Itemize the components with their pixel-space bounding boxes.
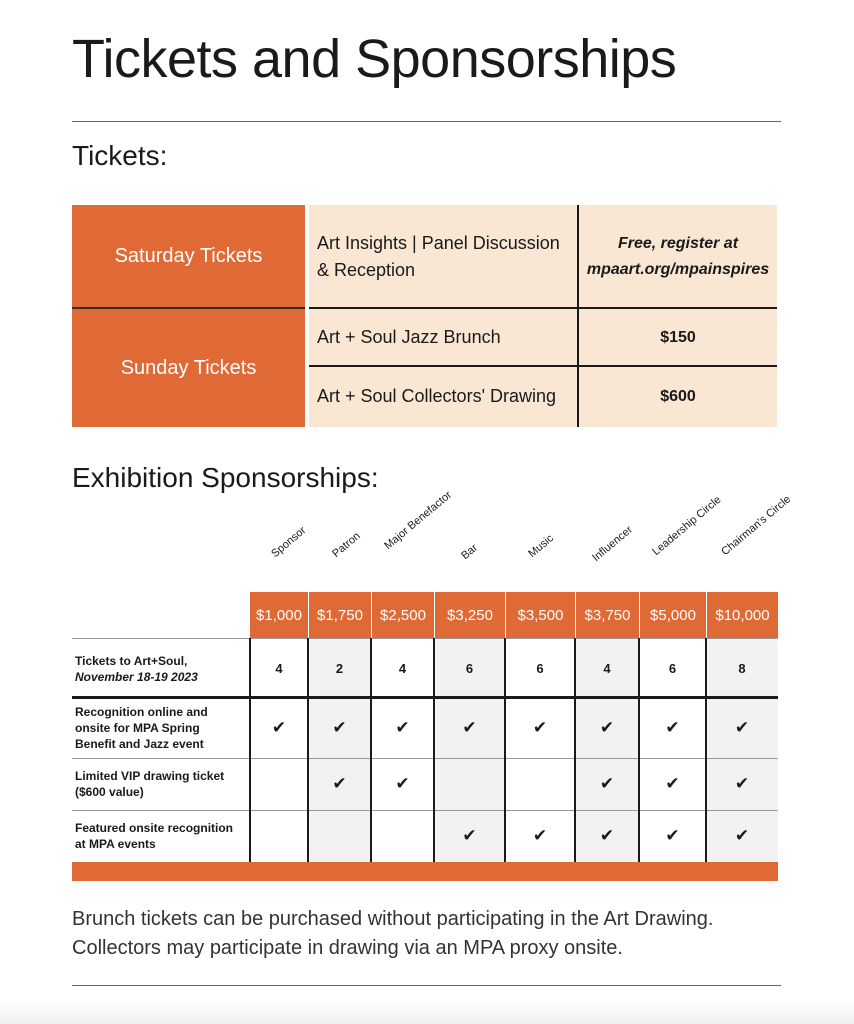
sponsorship-cell: ✔ — [505, 810, 575, 862]
saturday-price — [579, 205, 777, 308]
title-divider — [72, 121, 781, 122]
grid-column-line — [249, 638, 251, 862]
sponsorship-cell: 6 — [505, 638, 575, 698]
saturday-event — [309, 205, 577, 308]
level-head-leadership-circle: Leadership Circle — [650, 493, 724, 559]
level-head-music: Music — [526, 532, 556, 561]
saturday-tickets-text: Saturday Tickets — [114, 245, 263, 267]
sponsorship-cell: ✔ — [575, 810, 639, 862]
row-label-tickets-line2: November 18-19 2023 — [75, 670, 198, 685]
level-price-patron: $1,750 — [308, 592, 371, 638]
tickets-column-divider — [577, 205, 579, 427]
level-price-leadership-circle: $5,000 — [639, 592, 706, 638]
ticket-note — [72, 905, 792, 963]
sponsorship-cell — [434, 758, 505, 810]
drawing-price — [579, 367, 777, 427]
drawing-event-text: Art + Soul Collectors' Drawing — [317, 386, 557, 407]
table-footer-bar — [72, 862, 778, 881]
sunday-tickets-text: Sunday Tickets — [120, 356, 257, 379]
orange-divider — [72, 307, 305, 309]
grid-column-line — [370, 638, 372, 862]
sponsorship-cell — [250, 758, 308, 810]
sponsorship-cell: 6 — [639, 638, 706, 698]
level-price-sponsor: $1,000 — [250, 592, 308, 638]
drawing-price-text: $600 — [660, 388, 696, 405]
level-head-sponsor: Sponsor — [269, 524, 309, 561]
tickets-row-divider-3 — [309, 365, 577, 367]
sponsorship-cell: ✔ — [706, 698, 778, 758]
row-label-tickets — [75, 653, 198, 685]
brunch-price-text: $150 — [660, 328, 696, 346]
level-head-patron: Patron — [330, 529, 363, 561]
sponsorships-heading: Exhibition Sponsorships: — [72, 462, 379, 493]
tickets-heading: Tickets: — [72, 140, 168, 171]
level-price-music: $3,500 — [505, 592, 575, 638]
grid-column-line — [574, 638, 576, 862]
sponsorship-cell: ✔ — [505, 698, 575, 758]
grid-row-line — [72, 638, 778, 639]
row-label-featured — [75, 820, 233, 852]
grid-column-line — [433, 638, 435, 862]
note-line1: Brunch tickets can be purchased without participating in the Art Drawing. — [72, 908, 714, 930]
grid-column-line — [638, 638, 640, 862]
row-label-recognition-line1: Recognition online and — [75, 705, 208, 719]
sponsorship-cell: ✔ — [434, 810, 505, 862]
level-price-chairmans-circle: $10,000 — [706, 592, 778, 638]
level-price-influencer: $3,750 — [575, 592, 639, 638]
sponsorship-cell: ✔ — [575, 698, 639, 758]
sponsorship-cell — [505, 758, 575, 810]
row-label-recognition-line2: onsite for MPA Spring — [75, 721, 200, 736]
sponsorship-cell: 2 — [308, 638, 371, 698]
sponsorship-cell: ✔ — [308, 758, 371, 810]
level-head-influencer: Influencer — [590, 523, 635, 565]
saturday-event-text: Art Insights | Panel Discussion & Reception — [317, 233, 560, 280]
sponsorship-cell — [308, 810, 371, 862]
level-head-bar: Bar — [459, 541, 481, 563]
sponsorship-cell: 6 — [434, 638, 505, 698]
saturday-tickets-label — [72, 205, 305, 308]
note-line2: Collectors may participate in drawing via an MPA proxy onsite. — [72, 937, 623, 959]
row-label-tickets-line1: Tickets to Art+Soul, — [75, 654, 188, 668]
brunch-event — [309, 309, 577, 366]
sponsorship-cell: 4 — [575, 638, 639, 698]
level-head-major-benefactor: Major Benefactor — [382, 488, 455, 553]
level-price-bar: $3,250 — [434, 592, 505, 638]
sponsorship-cell: ✔ — [575, 758, 639, 810]
grid-column-line — [504, 638, 506, 862]
sponsorship-cell: ✔ — [434, 698, 505, 758]
drawing-event — [309, 367, 577, 427]
sponsorship-cell: ✔ — [706, 810, 778, 862]
tickets-row-divider-2 — [577, 365, 777, 367]
row-label-featured-line1: Featured onsite recognition — [75, 821, 234, 835]
row-label-recognition-line3: Benefit and Jazz event — [75, 737, 204, 752]
saturday-price-line1: Free, register at — [617, 234, 739, 252]
sponsorship-cell: 8 — [706, 638, 778, 698]
sponsorship-cell: ✔ — [371, 698, 434, 758]
row-label-featured-line2: at MPA events — [75, 837, 156, 852]
sponsorship-cell: ✔ — [706, 758, 778, 810]
grid-column-line — [307, 638, 309, 862]
grid-column-line — [705, 638, 707, 862]
sponsorship-cell: ✔ — [639, 698, 706, 758]
page-title: Tickets and Sponsorships — [72, 29, 677, 89]
row-label-recognition — [75, 704, 208, 753]
sponsorship-cell: ✔ — [250, 698, 308, 758]
grid-row-line — [72, 758, 778, 759]
grid-row-line — [72, 810, 778, 811]
sponsorship-cell: 4 — [250, 638, 308, 698]
sponsorship-cell: 4 — [371, 638, 434, 698]
bottom-fade — [0, 1000, 854, 1024]
tickets-table — [72, 205, 777, 427]
grid-header-separator — [72, 696, 778, 699]
sponsorship-cell — [250, 810, 308, 862]
sponsorship-cell: ✔ — [308, 698, 371, 758]
level-head-chairmans-circle: Chairman's Circle — [719, 493, 794, 559]
row-label-vip-line2: ($600 value) — [75, 785, 144, 800]
saturday-price-url: mpaart.org/mpainspires — [586, 260, 770, 278]
sunday-tickets-label — [72, 309, 305, 427]
row-label-vip — [75, 768, 224, 800]
brunch-price — [579, 309, 777, 366]
sponsorship-cell: ✔ — [639, 810, 706, 862]
sponsorship-cell — [371, 810, 434, 862]
level-price-major-benefactor: $2,500 — [371, 592, 434, 638]
sponsorship-cell: ✔ — [639, 758, 706, 810]
bottom-divider — [72, 985, 781, 986]
sponsorship-cell: ✔ — [371, 758, 434, 810]
row-label-vip-line1: Limited VIP drawing ticket — [75, 769, 225, 783]
brunch-event-text: Art + Soul Jazz Brunch — [317, 327, 501, 348]
tickets-row-divider-1 — [309, 307, 777, 309]
